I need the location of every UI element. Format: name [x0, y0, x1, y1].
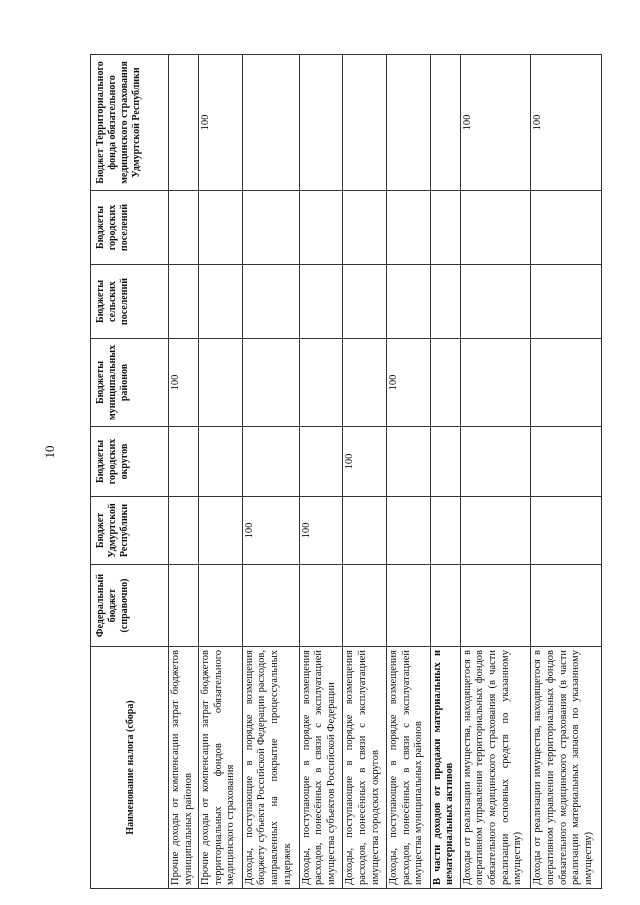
cell-urban-settlements-share: [199, 191, 243, 265]
cell-federal-share: [169, 565, 199, 647]
cell-republic-share: [531, 497, 602, 565]
cell-municipal-districts-share: [430, 339, 460, 427]
cell-municipal-districts-share: [460, 339, 531, 427]
cell-republic-share: [460, 497, 531, 565]
table-row: [242, 55, 299, 889]
cell-urban-settlements-share: [343, 191, 387, 265]
cell-federal-share: [199, 565, 243, 647]
cell-rural-settlements-share: [460, 265, 531, 339]
cell-municipal-districts-share: 100: [387, 339, 431, 427]
header-tax-name: Наименование налога (сбора): [91, 647, 169, 889]
table-row: [299, 55, 343, 889]
row-tax-name: Доходы, поступающие в порядке возмещения расходов, понесённых в связи с эксплуатацией имущества субъектов Российской Федерации: [299, 647, 343, 889]
header-municipal-districts-budget: Бюджеты муниципальных районов: [91, 339, 169, 427]
cell-municipal-districts-share: [242, 339, 299, 427]
row-tax-name: Доходы, поступающие в порядке возмещения расходов, понесённых в связи с эксплуатацией имущества муниципальных районов: [387, 647, 431, 889]
table-row: [387, 55, 431, 889]
cell-medical-insurance-fund-share: [169, 55, 199, 191]
cell-city-districts-share: 100: [343, 427, 387, 497]
cell-rural-settlements-share: [531, 265, 602, 339]
cell-city-districts-share: [531, 427, 602, 497]
cell-rural-settlements-share: [169, 265, 199, 339]
cell-medical-insurance-fund-share: 100: [531, 55, 602, 191]
table-header-row: [91, 55, 169, 889]
cell-city-districts-share: [460, 427, 531, 497]
table-body: [169, 55, 602, 889]
cell-medical-insurance-fund-share: [343, 55, 387, 191]
cell-medical-insurance-fund-share: [242, 55, 299, 191]
row-tax-name: Прочие доходы от компенсации затрат бюджетов территориальных фондов обязательного медицинского страхования: [199, 647, 243, 889]
cell-federal-share: [242, 565, 299, 647]
cell-city-districts-share: [242, 427, 299, 497]
cell-municipal-districts-share: [199, 339, 243, 427]
row-tax-name: В части доходов от продажи материальных и нематериальных активов: [430, 647, 460, 889]
cell-republic-share: [387, 497, 431, 565]
rotated-table-area: [90, 55, 602, 889]
header-rural-settlements-budget: Бюджеты сельских поселений: [91, 265, 169, 339]
row-tax-name: Доходы, поступающие в порядке возмещения расходов, понесённых в связи с эксплуатацией имущества городских округов: [343, 647, 387, 889]
cell-rural-settlements-share: [199, 265, 243, 339]
header-city-districts-budget: Бюджеты городских округов: [91, 427, 169, 497]
cell-urban-settlements-share: [169, 191, 199, 265]
cell-federal-share: [387, 565, 431, 647]
cell-city-districts-share: [199, 427, 243, 497]
cell-medical-insurance-fund-share: [430, 55, 460, 191]
page-number: 10: [42, 445, 57, 459]
cell-municipal-districts-share: [299, 339, 343, 427]
cell-medical-insurance-fund-share: 100: [199, 55, 243, 191]
cell-federal-share: [299, 565, 343, 647]
row-tax-name: Доходы от реализации имущества, находящегося в оперативном управлении территориальных фондов обязательного медицинского страхования (в части реализации материальных запасов по указанному имуществу): [531, 647, 602, 889]
cell-republic-share: 100: [299, 497, 343, 565]
rotated-table-frame: [90, 55, 602, 889]
cell-federal-share: [531, 565, 602, 647]
header-republic-budget: Бюджет Удмуртской Республики: [91, 497, 169, 565]
cell-city-districts-share: [299, 427, 343, 497]
cell-rural-settlements-share: [387, 265, 431, 339]
cell-municipal-districts-share: 100: [169, 339, 199, 427]
table-row: [199, 55, 243, 889]
cell-rural-settlements-share: [242, 265, 299, 339]
cell-urban-settlements-share: [460, 191, 531, 265]
table-row: [430, 55, 460, 889]
table-row: [460, 55, 531, 889]
cell-medical-insurance-fund-share: [299, 55, 343, 191]
cell-republic-share: [343, 497, 387, 565]
table-row: [169, 55, 199, 889]
cell-urban-settlements-share: [242, 191, 299, 265]
tax-distribution-table: [90, 54, 602, 889]
cell-medical-insurance-fund-share: 100: [460, 55, 531, 191]
cell-republic-share: [430, 497, 460, 565]
cell-city-districts-share: [430, 427, 460, 497]
cell-city-districts-share: [387, 427, 431, 497]
cell-rural-settlements-share: [299, 265, 343, 339]
header-urban-settlements-budget: Бюджеты городских поселений: [91, 191, 169, 265]
cell-republic-share: [169, 497, 199, 565]
cell-federal-share: [460, 565, 531, 647]
cell-municipal-districts-share: [343, 339, 387, 427]
table-row: [343, 55, 387, 889]
header-medical-insurance-fund-budget: Бюджет Территориального фонда обязательного медицинского страхования Удмуртской Республики: [91, 55, 169, 191]
cell-republic-share: [199, 497, 243, 565]
cell-urban-settlements-share: [387, 191, 431, 265]
cell-rural-settlements-share: [343, 265, 387, 339]
cell-medical-insurance-fund-share: [387, 55, 431, 191]
row-tax-name: Доходы, поступающие в порядке возмещения бюджету субъекта Российской Федерации расходов, направленных на покрытие процессуальных издержек: [242, 647, 299, 889]
table-row: [531, 55, 602, 889]
cell-urban-settlements-share: [299, 191, 343, 265]
cell-republic-share: 100: [242, 497, 299, 565]
cell-urban-settlements-share: [430, 191, 460, 265]
cell-city-districts-share: [169, 427, 199, 497]
cell-municipal-districts-share: [531, 339, 602, 427]
cell-federal-share: [430, 565, 460, 647]
row-tax-name: Доходы от реализации имущества, находящегося в оперативном управлении территориальных фондов обязательного медицинского страхования (в части реализации основных средств по указанному имуществу): [460, 647, 531, 889]
cell-rural-settlements-share: [430, 265, 460, 339]
cell-urban-settlements-share: [531, 191, 602, 265]
row-tax-name: Прочие доходы от компенсации затрат бюджетов муниципальных районов: [169, 647, 199, 889]
header-federal-budget: Федеральный бюджет (справочно): [91, 565, 169, 647]
cell-federal-share: [343, 565, 387, 647]
